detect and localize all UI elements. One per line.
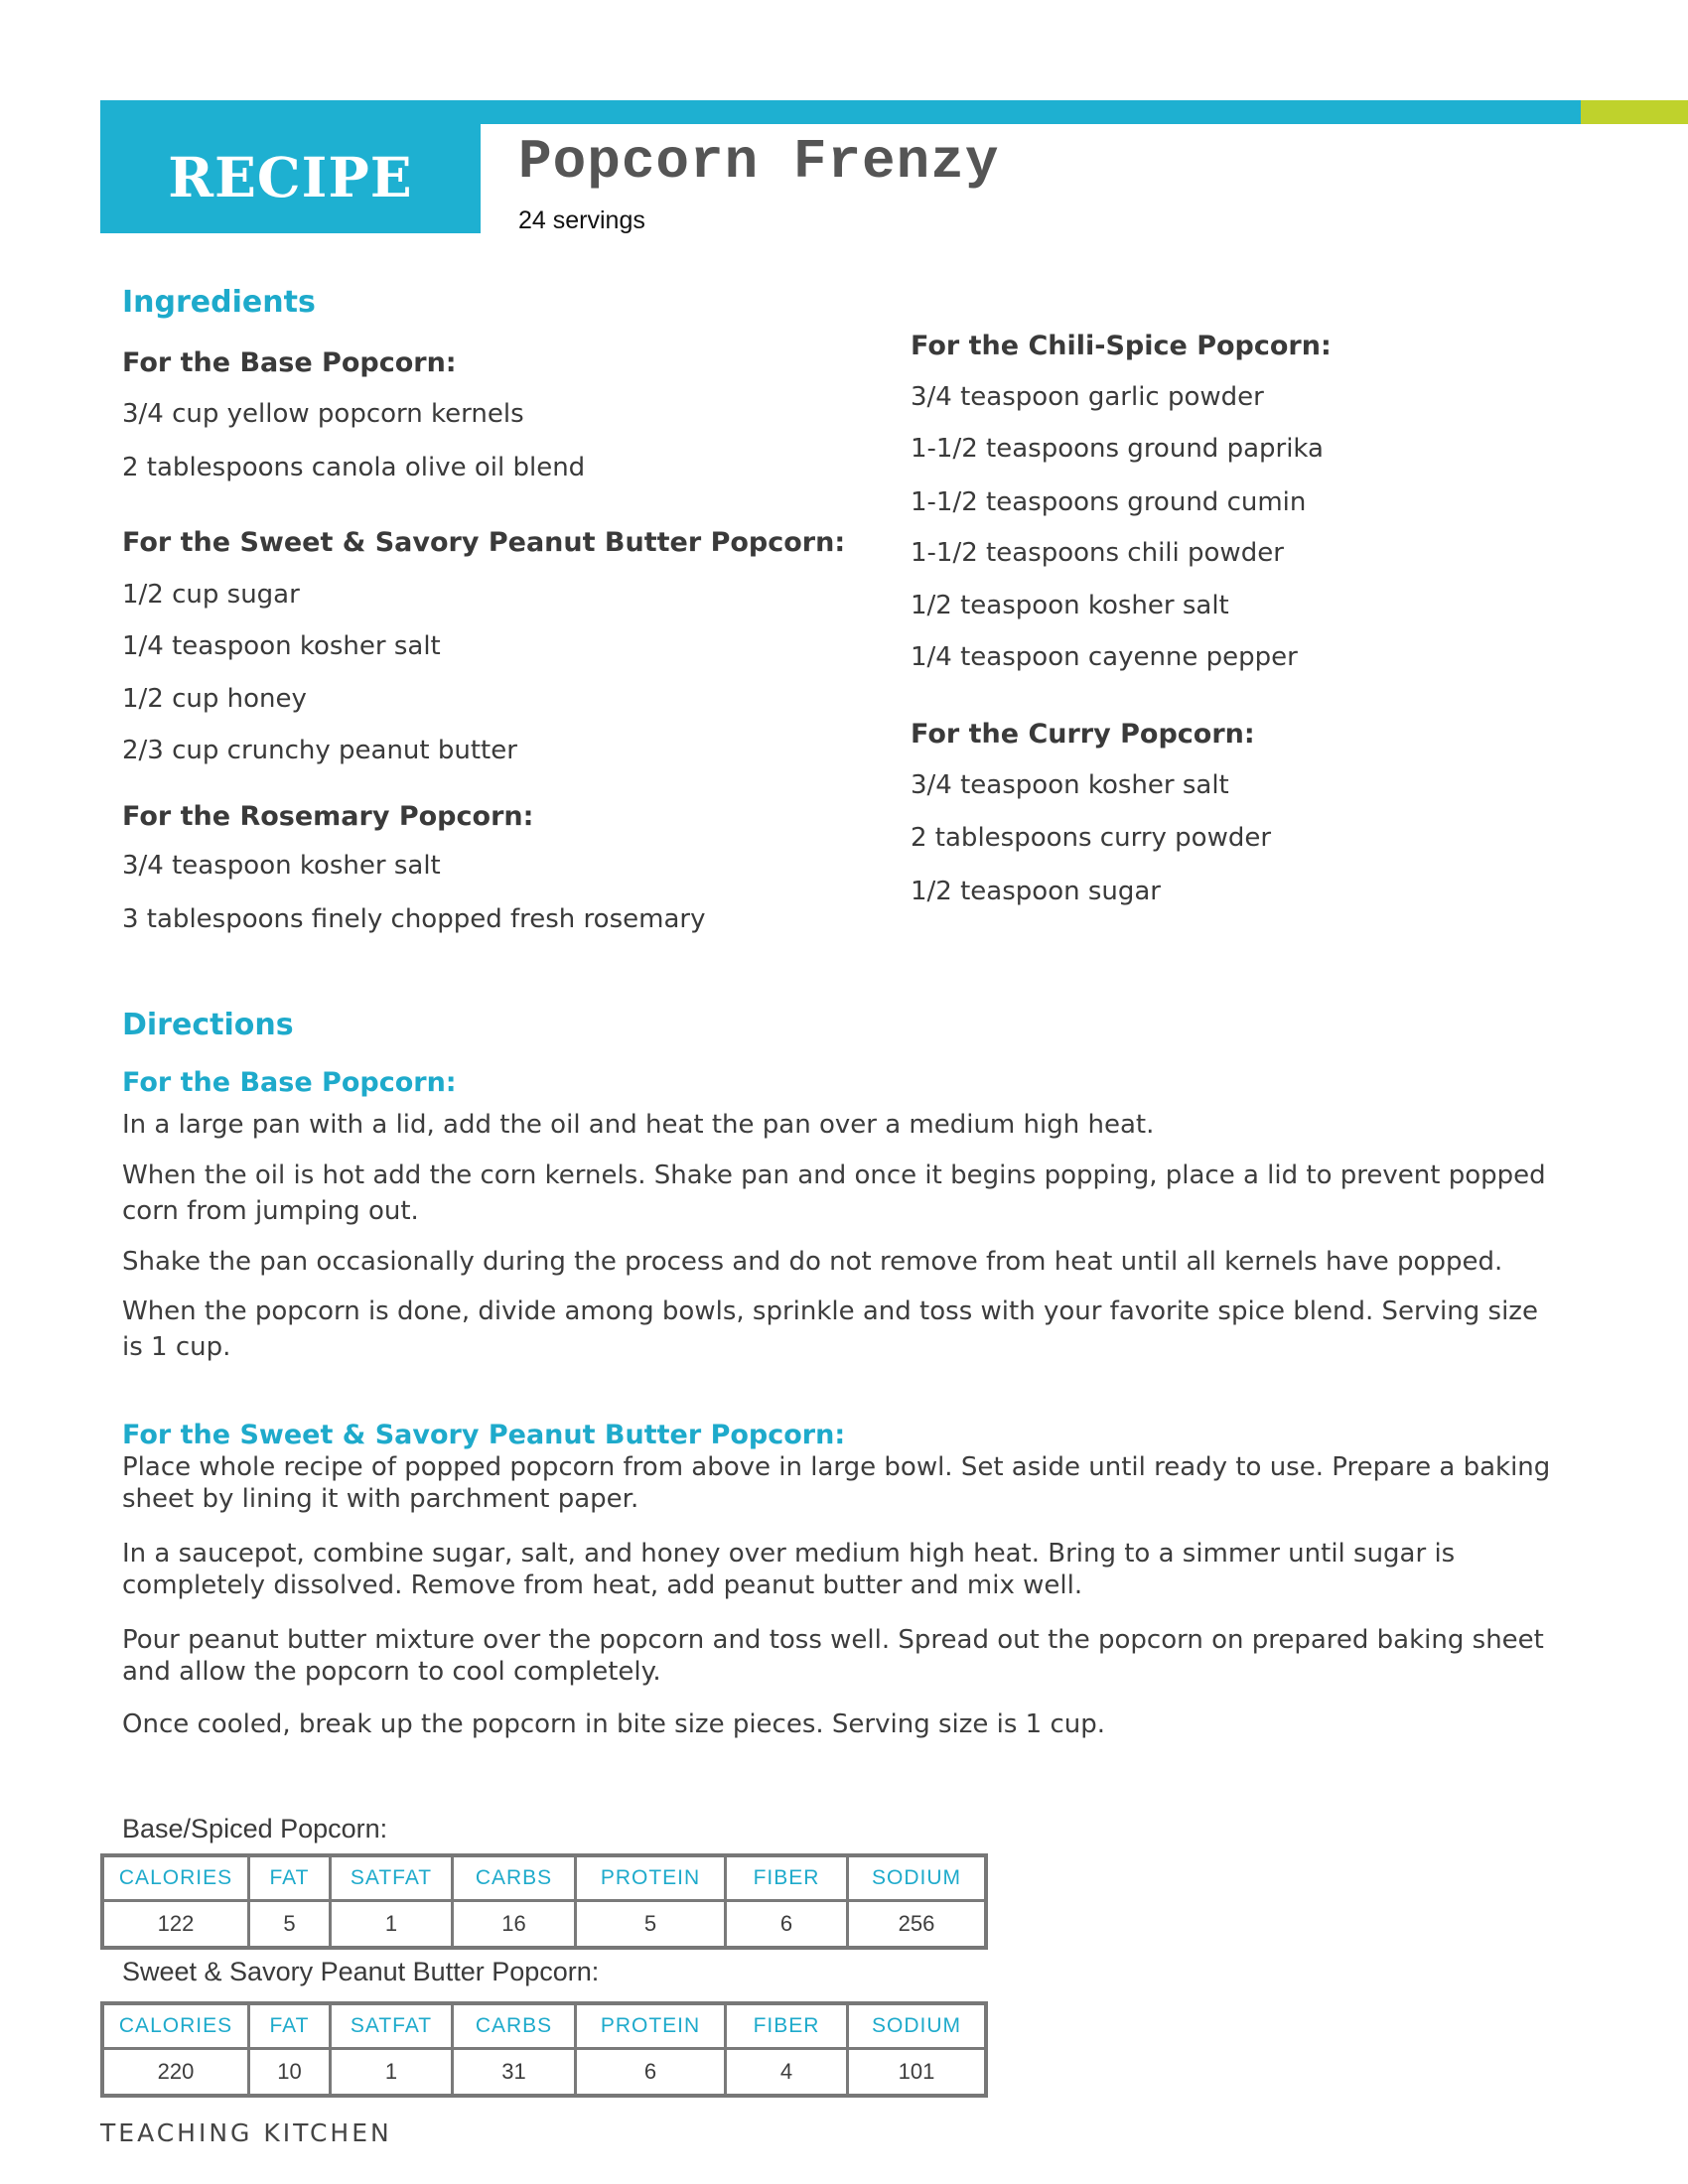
recipe-title: Popcorn Frenzy [518, 130, 1000, 194]
direction-section-title: For the Sweet & Savory Peanut Butter Popcorn: [122, 1420, 846, 1450]
ingredient-group-title: For the Rosemary Popcorn: [122, 801, 534, 832]
nutrition-col-calories: CALORIES [102, 2003, 249, 2049]
header-accent-bar-green [1581, 100, 1688, 124]
nutrition-col-carbs: CARBS [453, 2003, 576, 2049]
nutrition-label: Base/Spiced Popcorn: [122, 1814, 388, 1843]
ingredient-item: 1/2 cup sugar [122, 580, 300, 610]
ingredient-item: 1/2 teaspoon kosher salt [911, 591, 1229, 620]
nutrition-value-row [102, 1901, 986, 1949]
direction-section-title: For the Base Popcorn: [122, 1067, 457, 1098]
nutrition-value: 101 [848, 2049, 987, 2097]
ingredient-item: 3/4 teaspoon garlic powder [911, 382, 1264, 412]
direction-step: In a large pan with a lid, add the oil and heat the pan over a medium high heat. [122, 1110, 1155, 1140]
nutrition-col-protein: PROTEIN [576, 1855, 726, 1901]
direction-step: Shake the pan occasionally during the process and do not remove from heat until all kernels have popped. [122, 1247, 1503, 1277]
direction-step: Once cooled, break up the popcorn in bite size pieces. Serving size is 1 cup. [122, 1709, 1106, 1739]
nutrition-label: Sweet & Savory Peanut Butter Popcorn: [122, 1957, 600, 1986]
ingredient-item: 3/4 teaspoon kosher salt [122, 851, 441, 881]
ingredient-item: 1/4 teaspoon cayenne pepper [911, 642, 1298, 672]
nutrition-value: 5 [249, 1901, 331, 1949]
nutrition-col-carbs: CARBS [453, 1855, 576, 1901]
nutrition-col-sodium: SODIUM [848, 2003, 987, 2049]
nutrition-value: 6 [576, 2049, 726, 2097]
direction-step: When the popcorn is done, divide among bowls, sprinkle and toss with your favorite spice blend. Serving size is 1 cup. [122, 1297, 1538, 1362]
nutrition-value: 31 [453, 2049, 576, 2097]
nutrition-col-fiber: FIBER [726, 2003, 848, 2049]
nutrition-col-fat: FAT [249, 1855, 331, 1901]
ingredient-item: 2 tablespoons canola olive oil blend [122, 453, 586, 482]
nutrition-table [100, 2001, 988, 2098]
direction-step: Place whole recipe of popped popcorn from above in large bowl. Set aside until ready to use. Prepare a baking sheet by lining it with parchment paper. [122, 1452, 1551, 1514]
nutrition-col-fiber: FIBER [726, 1855, 848, 1901]
ingredient-item: 3 tablespoons finely chopped fresh rosemary [122, 904, 706, 934]
ingredient-item: 3/4 teaspoon kosher salt [911, 770, 1229, 800]
ingredient-item: 1/2 cup honey [122, 684, 307, 714]
nutrition-col-satfat: SATFAT [331, 1855, 453, 1901]
nutrition-col-protein: PROTEIN [576, 2003, 726, 2049]
nutrition-value: 256 [848, 1901, 987, 1949]
nutrition-col-sodium: SODIUM [848, 1855, 987, 1901]
nutrition-value: 5 [576, 1901, 726, 1949]
nutrition-col-calories: CALORIES [102, 1855, 249, 1901]
ingredient-item: 1-1/2 teaspoons chili powder [911, 538, 1284, 568]
nutrition-col-satfat: SATFAT [331, 2003, 453, 2049]
directions-heading: Directions [122, 1008, 294, 1042]
nutrition-table [100, 1853, 988, 1950]
ingredient-item: 3/4 cup yellow popcorn kernels [122, 399, 524, 429]
ingredient-item: 1-1/2 teaspoons ground cumin [911, 487, 1307, 517]
ingredient-group-title: For the Curry Popcorn: [911, 719, 1255, 750]
recipe-badge-label: RECIPE [168, 144, 413, 209]
ingredient-item: 2/3 cup crunchy peanut butter [122, 736, 517, 765]
ingredient-group-title: For the Chili-Spice Popcorn: [911, 331, 1332, 361]
nutrition-col-fat: FAT [249, 2003, 331, 2049]
ingredient-group-title: For the Base Popcorn: [122, 347, 457, 378]
nutrition-header-row [102, 2003, 986, 2049]
ingredient-item: 1/2 teaspoon sugar [911, 877, 1161, 906]
footer-brand: TEACHING KITCHEN [100, 2118, 392, 2147]
nutrition-value: 4 [726, 2049, 848, 2097]
nutrition-header-row [102, 1855, 986, 1901]
recipe-badge [100, 100, 481, 233]
ingredients-heading: Ingredients [122, 285, 316, 320]
ingredient-item: 1-1/2 teaspoons ground paprika [911, 434, 1324, 464]
nutrition-value: 1 [331, 2049, 453, 2097]
nutrition-value-row [102, 2049, 986, 2097]
servings: 24 servings [518, 206, 645, 234]
ingredient-item: 2 tablespoons curry powder [911, 823, 1272, 853]
direction-step: When the oil is hot add the corn kernels. Shake pan and once it begins popping, place a lid to prevent popped corn from jumping out. [122, 1160, 1546, 1226]
nutrition-value: 122 [102, 1901, 249, 1949]
nutrition-value: 16 [453, 1901, 576, 1949]
nutrition-value: 6 [726, 1901, 848, 1949]
nutrition-value: 1 [331, 1901, 453, 1949]
direction-step: In a saucepot, combine sugar, salt, and honey over medium high heat. Bring to a simmer until sugar is completely dissolved. Remove from heat, add peanut butter and mix well. [122, 1539, 1456, 1600]
nutrition-value: 220 [102, 2049, 249, 2097]
nutrition-value: 10 [249, 2049, 331, 2097]
ingredient-group-title: For the Sweet & Savory Peanut Butter Popcorn: [122, 527, 846, 558]
ingredient-item: 1/4 teaspoon kosher salt [122, 631, 441, 661]
direction-step: Pour peanut butter mixture over the popcorn and toss well. Spread out the popcorn on prepared baking sheet and allow the popcorn to cool completely. [122, 1625, 1544, 1687]
